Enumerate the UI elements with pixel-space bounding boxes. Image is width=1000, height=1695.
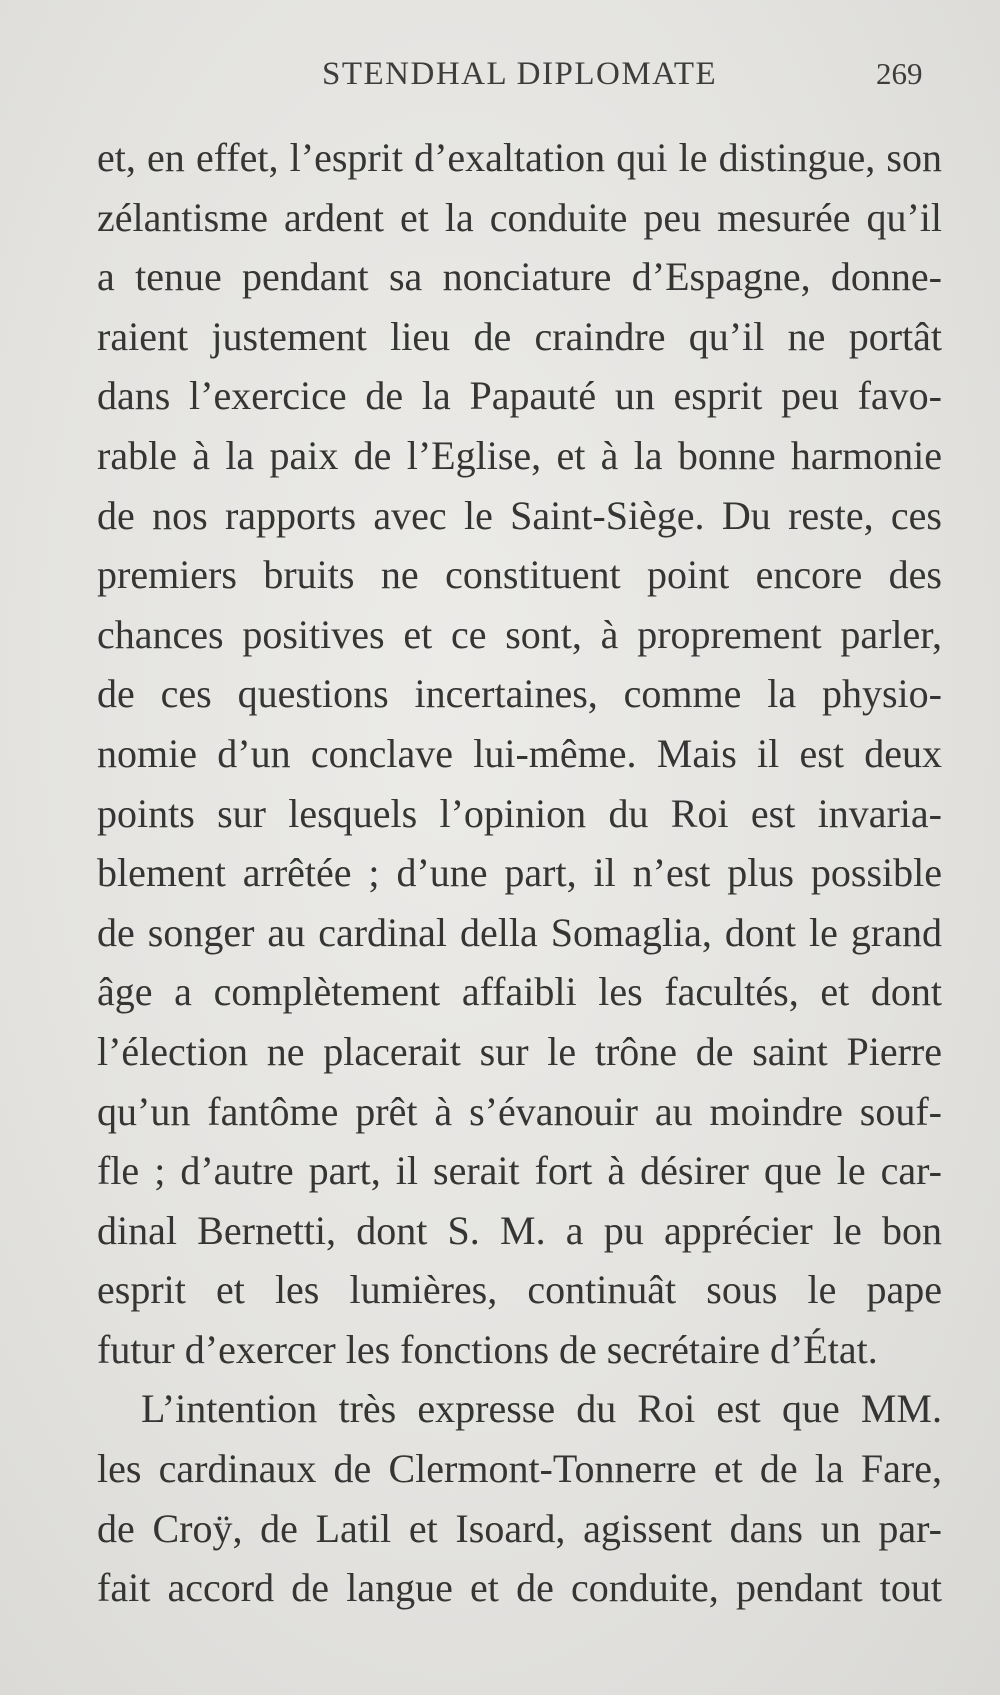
text-line: qu’un fantôme prêt à s’évanouir au moindre souf-	[97, 1088, 942, 1134]
text-line: futur d’exercer les fonctions de secrétaire d’État.	[97, 1326, 878, 1372]
page-number: 269	[876, 56, 923, 91]
paragraph-2	[97, 1379, 942, 1617]
text-line: fait accord de langue et de conduite, pendant tout	[97, 1565, 942, 1611]
text-line: rable à la paix de l’Eglise, et à la bonne harmonie	[97, 432, 942, 478]
text-line: fle ; d’autre part, il serait fort à désirer que le car-	[97, 1148, 942, 1194]
text-line: blement arrêtée ; d’une part, il n’est plus possible	[97, 850, 942, 896]
text-line: de songer au cardinal della Somaglia, dont le grand	[97, 909, 942, 955]
text-line: nomie d’un conclave lui-même. Mais il est deux	[97, 730, 942, 776]
text-line: chances positives et ce sont, à proprement parler,	[97, 611, 942, 657]
text-line: l’élection ne placerait sur le trône de saint Pierre	[97, 1028, 942, 1074]
text-line: dans l’exercice de la Papauté un esprit peu favo-	[97, 373, 942, 419]
running-head	[0, 48, 1000, 98]
text-line: de ces questions incertaines, comme la physio-	[97, 671, 942, 717]
text-line: premiers bruits ne constituent point encore des	[97, 552, 942, 598]
text-line: et, en effet, l’esprit d’exaltation qui le distingue, son	[97, 135, 942, 180]
text-line: esprit et les lumières, continuât sous le pape	[97, 1267, 942, 1313]
text-line: zélantisme ardent et la conduite peu mesurée qu’il	[97, 194, 942, 240]
text-line: de Croÿ, de Latil et Isoard, agissent dans un par-	[97, 1505, 942, 1551]
text-line: les cardinaux de Clermont-Tonnerre et de la Fare,	[97, 1446, 942, 1492]
running-title: STENDHAL DIPLOMATE	[322, 56, 718, 92]
text-line: âge a complètement affaibli les facultés, et dont	[97, 969, 942, 1015]
body-text	[97, 128, 942, 1618]
text-line: raient justement lieu de craindre qu’il ne portât	[97, 313, 942, 359]
text-line: dinal Bernetti, dont S. M. a pu apprécier le bon	[97, 1207, 942, 1253]
text-line: points sur lesquels l’opinion du Roi est invaria-	[97, 790, 942, 836]
paragraph-1	[97, 128, 942, 1379]
text-line: a tenue pendant sa nonciature d’Espagne, donne-	[97, 254, 942, 300]
text-line: de nos rapports avec le Saint-Siège. Du reste, ces	[97, 492, 942, 538]
text-line: L’intention très expresse du Roi est que MM.	[141, 1386, 942, 1432]
